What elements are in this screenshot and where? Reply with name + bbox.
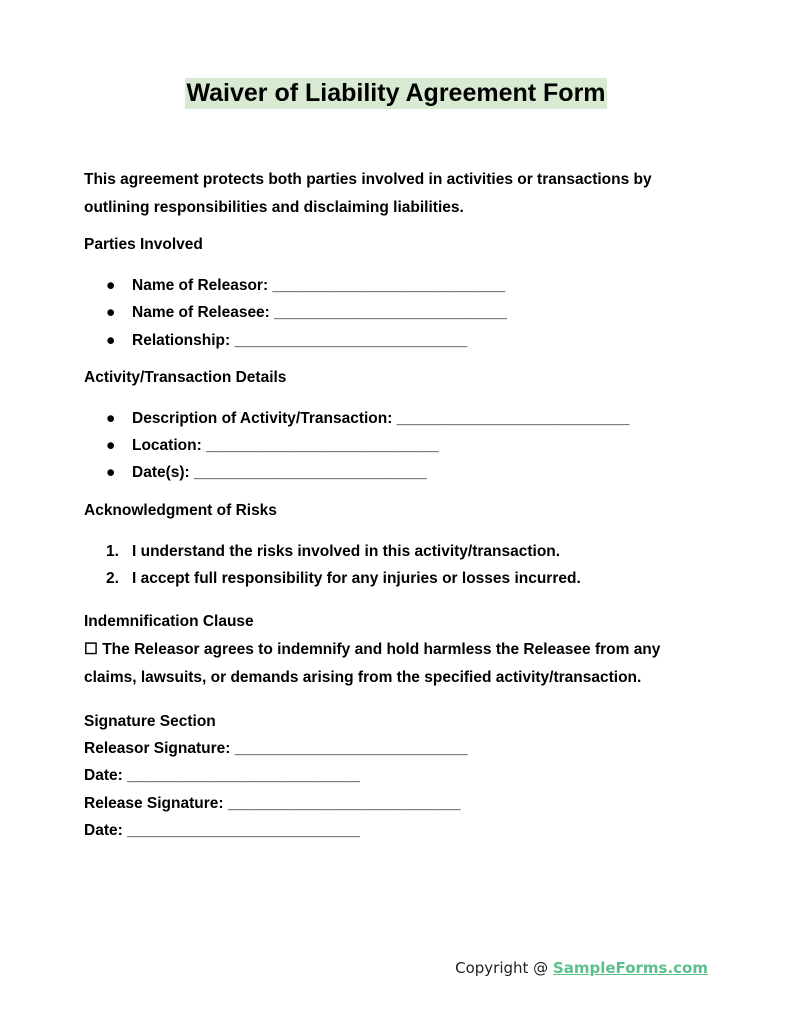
field-releasor-name[interactable]: Name of Releasor: ___________________________	[132, 277, 506, 294]
parties-list	[84, 272, 704, 354]
bullet-icon: ●	[106, 464, 116, 482]
activity-list	[84, 405, 704, 487]
copyright-text: Copyright @	[455, 959, 553, 977]
field-release-date[interactable]: Date: ___________________________	[84, 821, 360, 839]
field-location[interactable]: Location: ___________________________	[132, 437, 439, 455]
list-item	[84, 538, 704, 565]
field-releasor-signature[interactable]: Releasor Signature: ___________________________	[84, 739, 468, 757]
list-item	[84, 327, 704, 354]
field-dates[interactable]: Date(s): ___________________________	[132, 464, 427, 482]
list-item	[84, 405, 704, 432]
indemnification-clause	[84, 636, 704, 692]
field-release-signature[interactable]: Release Signature: ___________________________	[84, 794, 461, 812]
risk-statement: I accept full responsibility for any injuries or losses incurred.	[132, 570, 581, 588]
list-item	[84, 459, 704, 486]
field-relationship[interactable]: Relationship: ___________________________	[132, 331, 468, 349]
title-container	[0, 78, 800, 109]
list-item	[84, 565, 704, 592]
sampleforms-link[interactable]: SampleForms.com	[552, 959, 708, 977]
copyright-footer	[455, 959, 708, 977]
list-item	[84, 432, 704, 459]
indemnification-text: The Releasor agrees to indemnify and hold harmless the Releasee from any claims, lawsuits, or demands arising from the specified activity/transaction.	[84, 640, 661, 686]
risks-list	[84, 538, 704, 593]
list-item	[84, 272, 704, 299]
bullet-icon: ●	[106, 437, 116, 455]
field-releasor-date[interactable]: Date: ___________________________	[84, 767, 360, 785]
intro-paragraph: This agreement protects both parties involved in activities or transactions by outlining responsibilities and disclaiming liabilities.	[84, 171, 652, 216]
list-number: 1.	[106, 542, 119, 560]
bullet-icon: ●	[106, 331, 116, 349]
bullet-icon: ●	[106, 277, 116, 294]
section-heading-activity: Activity/Transaction Details	[84, 368, 287, 386]
list-item	[84, 299, 704, 326]
section-heading-parties: Parties Involved	[84, 236, 203, 253]
section-heading-risks: Acknowledgment of Risks	[84, 501, 277, 519]
section-heading-indemnification: Indemnification Clause	[84, 613, 254, 631]
bullet-icon: ●	[106, 304, 116, 322]
field-releasee-name[interactable]: Name of Releasee: ___________________________	[132, 304, 507, 322]
document-body	[84, 166, 704, 844]
page-title: Waiver of Liability Agreement Form	[186, 79, 606, 107]
section-heading-signature: Signature Section	[84, 712, 216, 730]
checkbox-icon[interactable]: ☐	[84, 640, 98, 658]
list-number: 2.	[106, 570, 119, 588]
risk-statement: I understand the risks involved in this activity/transaction.	[132, 542, 561, 560]
bullet-icon: ●	[106, 409, 116, 427]
field-activity-description[interactable]: Description of Activity/Transaction: ___________________________	[132, 409, 630, 427]
